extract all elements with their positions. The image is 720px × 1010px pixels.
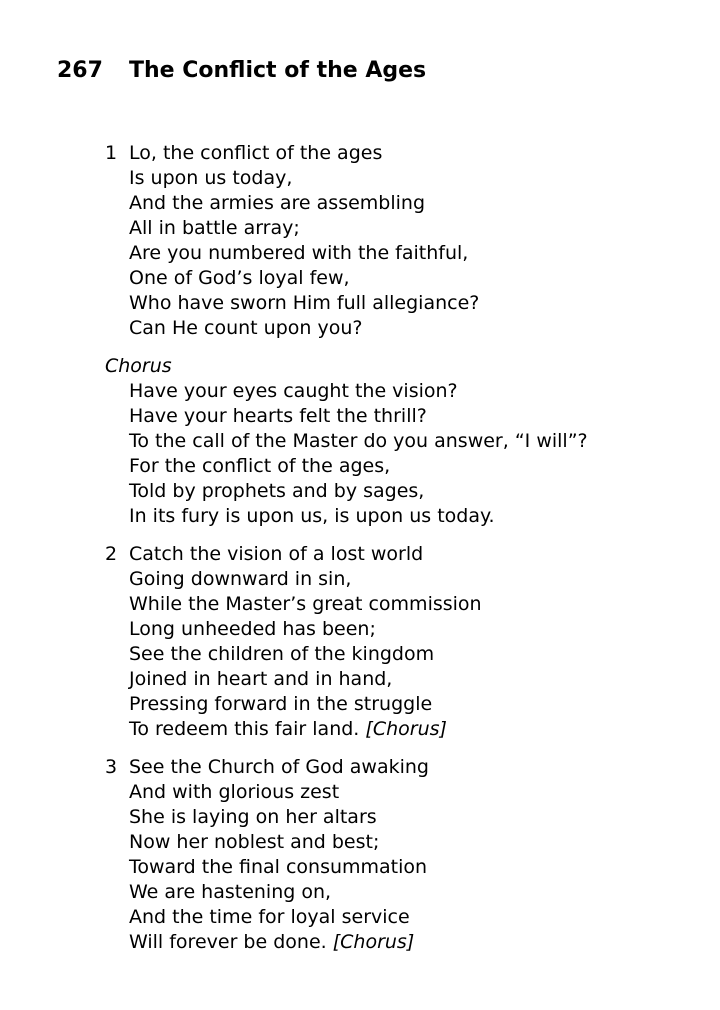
hymn-header	[57, 57, 426, 85]
hymn-number: 267	[57, 58, 103, 83]
verse-line: Will forever be done. [Chorus]	[129, 931, 415, 953]
verse-line: 2 Catch the vision of a lost world	[105, 543, 424, 565]
verse-line: Can He count upon you?	[129, 317, 363, 339]
verse-number: 2	[105, 543, 118, 565]
chorus-line: To the call of the Master do you answer, “I will”?	[129, 430, 588, 452]
verse-3	[105, 755, 705, 955]
hymn-title: The Conflict of the Ages	[129, 58, 427, 83]
verse-line: Going downward in sin,	[129, 568, 352, 590]
verse-line: While the Master’s great commission	[129, 593, 482, 615]
verse-line: See the children of the kingdom	[129, 643, 435, 665]
verse-line: Now her noblest and best;	[129, 831, 380, 853]
chorus-line: Told by prophets and by sages,	[129, 480, 425, 502]
verse-line: And with glorious zest	[129, 781, 340, 803]
verse-line: Toward the final consummation	[129, 856, 428, 878]
chorus-reference: [Chorus]	[365, 718, 447, 740]
verse-line: Pressing forward in the struggle	[129, 693, 433, 715]
verse-line: 1 Lo, the conflict of the ages	[105, 142, 383, 164]
verse-number: 3	[105, 756, 118, 778]
verse-line: Long unheeded has been;	[129, 618, 376, 640]
verse-line: Who have sworn Him full allegiance?	[129, 292, 480, 314]
chorus-reference: [Chorus]	[332, 931, 415, 953]
chorus-line: For the conflict of the ages,	[129, 455, 391, 477]
verse-line: Is upon us today,	[129, 167, 293, 189]
verse-line: All in battle array;	[129, 217, 300, 239]
chorus	[105, 354, 705, 529]
verse-line: We are hastening on,	[129, 881, 332, 903]
verse-2	[105, 542, 705, 742]
chorus-label: Chorus	[105, 355, 172, 377]
verse-line: One of God’s loyal few,	[129, 267, 350, 289]
verse-line: And the armies are assembling	[129, 192, 426, 214]
verse-line: Are you numbered with the faithful,	[129, 242, 469, 264]
verse-line: To redeem this fair land. [Chorus]	[129, 718, 447, 740]
verse-line: She is laying on her altars	[129, 806, 377, 828]
hymn-body	[105, 141, 705, 968]
chorus-line: Have your hearts felt the thrill?	[129, 405, 427, 427]
verse-number: 1	[105, 142, 118, 164]
verse-line: Joined in heart and in hand,	[129, 668, 393, 690]
verse-line: And the time for loyal service	[129, 906, 410, 928]
chorus-line: In its fury is upon us, is upon us today.	[129, 505, 495, 527]
chorus-line: Have your eyes caught the vision?	[129, 380, 458, 402]
verse-line: 3 See the Church of God awaking	[105, 756, 429, 778]
verse-1	[105, 141, 705, 341]
